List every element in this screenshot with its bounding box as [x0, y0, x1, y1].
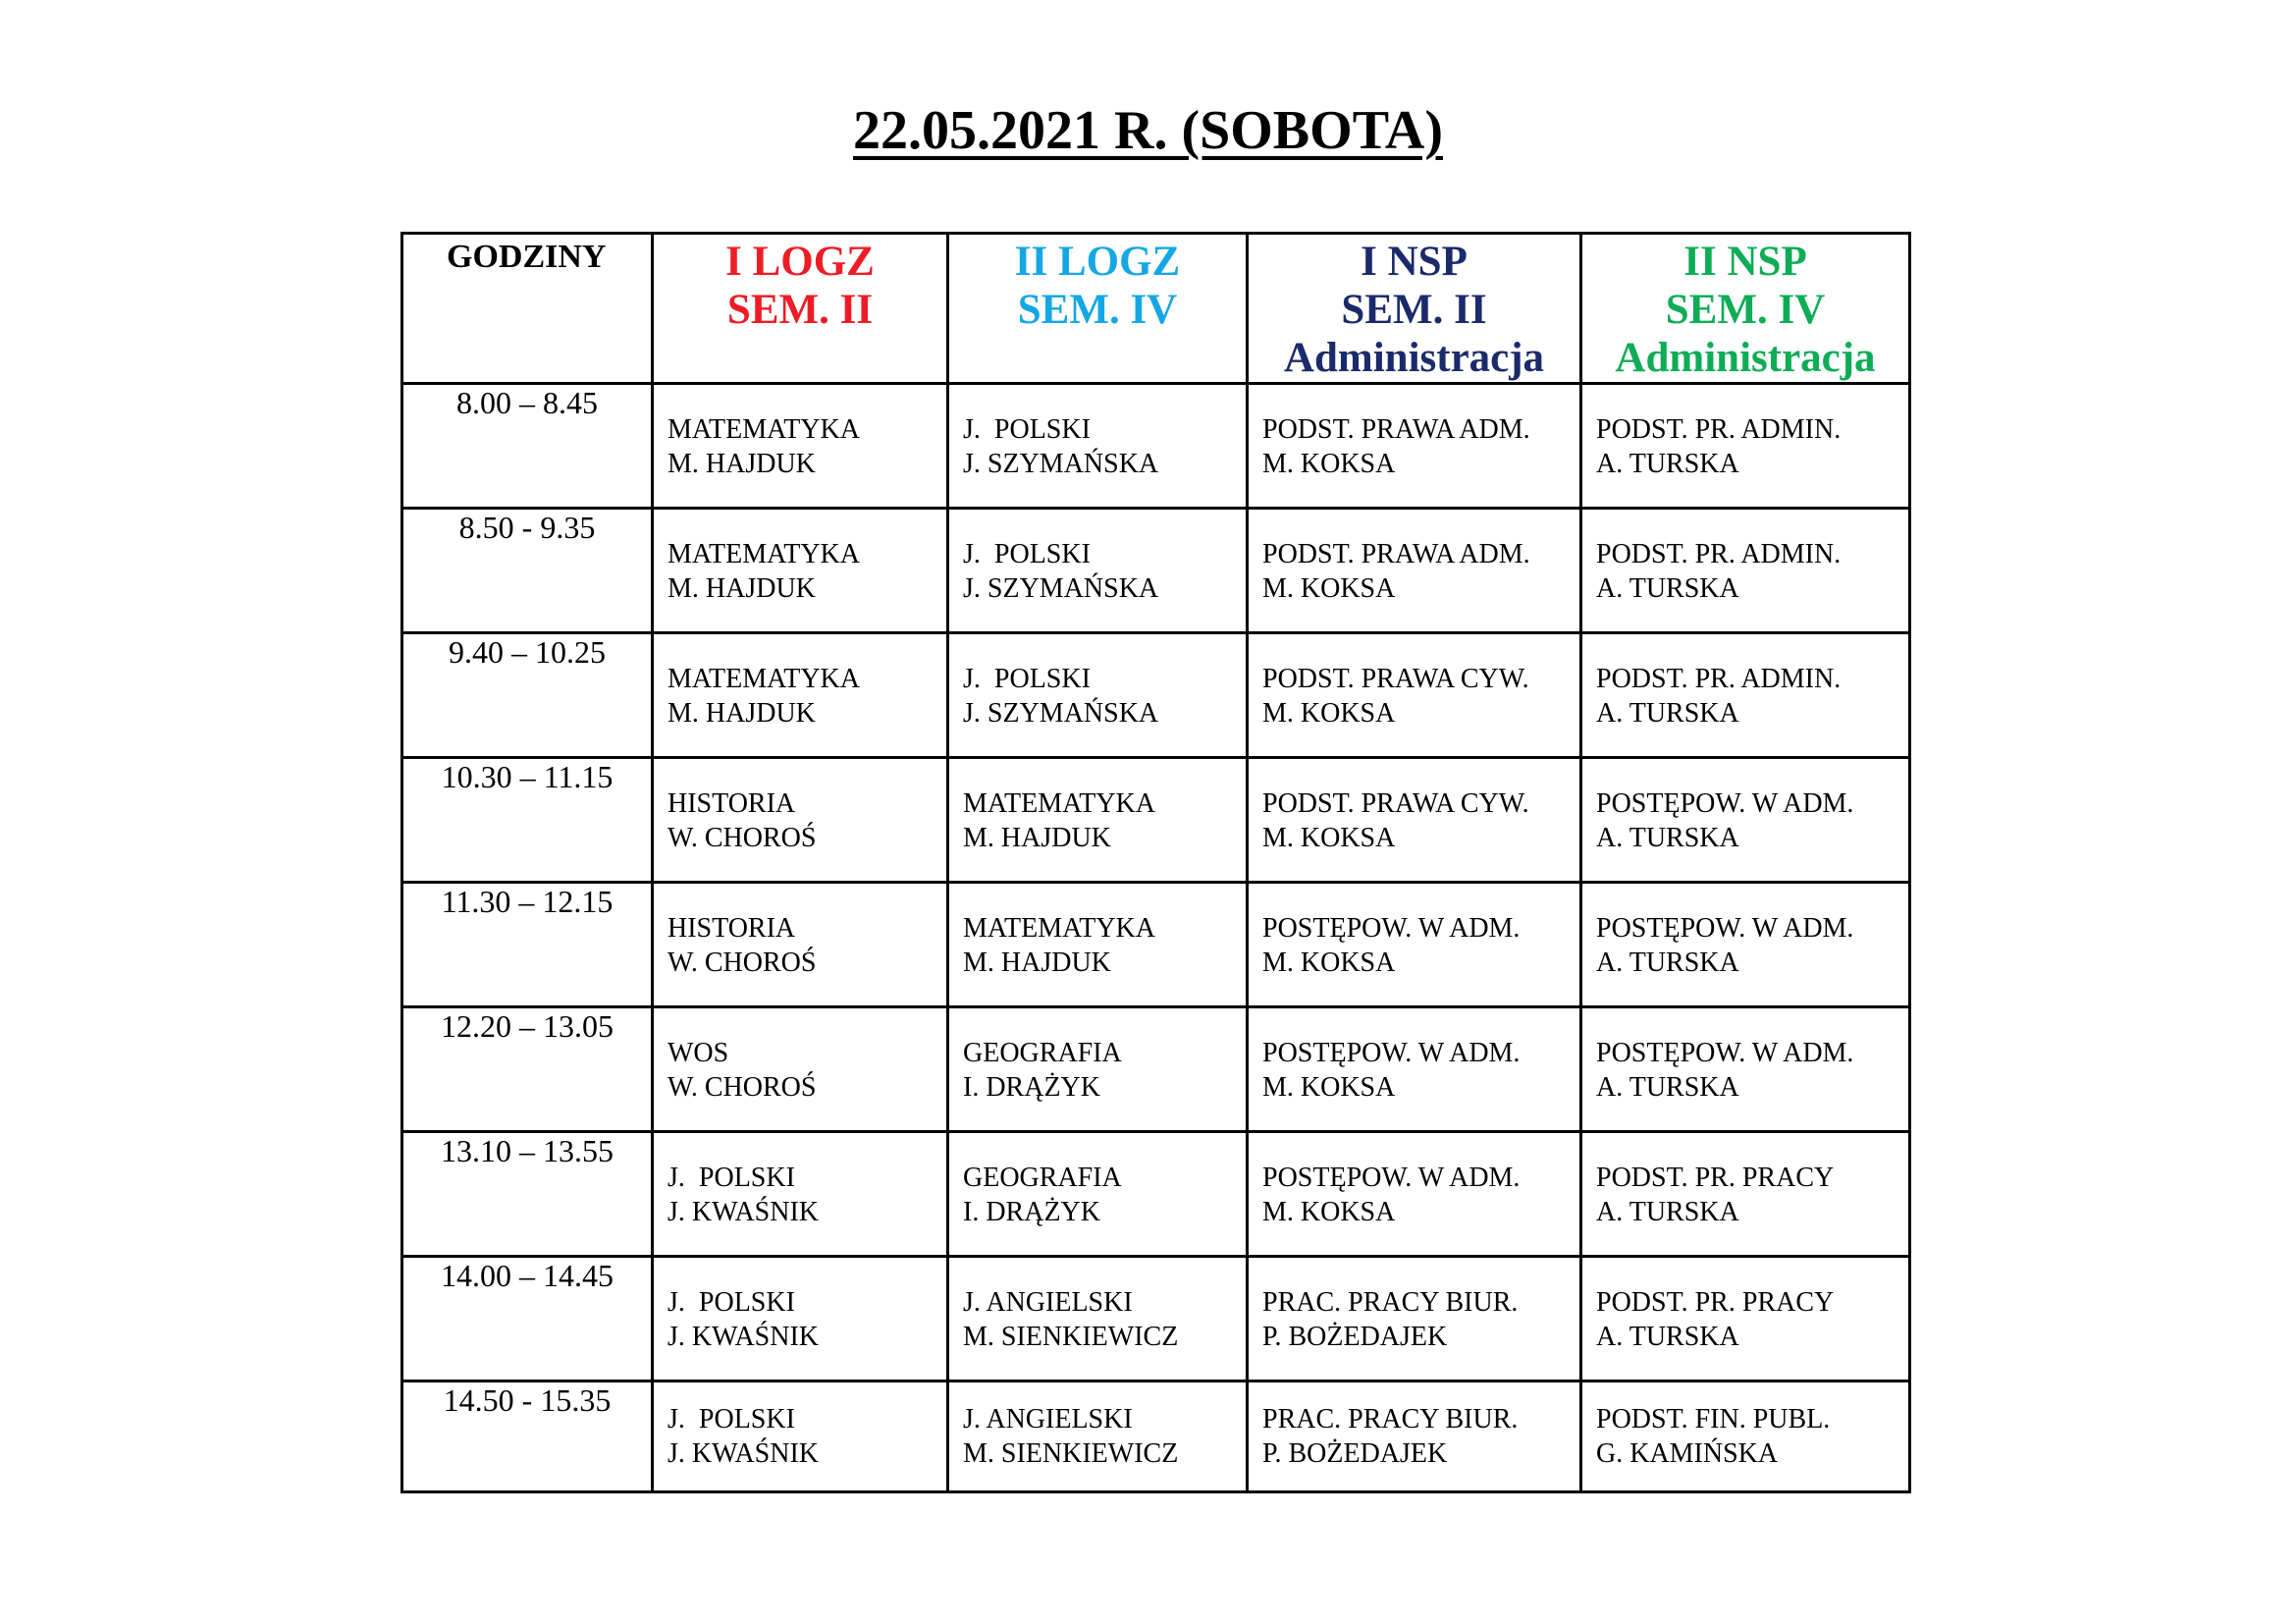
lesson-subject: WOS [667, 1038, 729, 1068]
lesson-subject: POSTĘPOW. W ADM. [1262, 1163, 1521, 1193]
lesson-subject: PRAC. PRACY BIUR. [1262, 1287, 1519, 1318]
table-row [402, 1257, 1910, 1381]
lesson-teacher: M. SIENKIEWICZ [963, 1438, 1179, 1469]
lesson-teacher: M. HAJDUK [667, 698, 816, 729]
lesson-subject: HISTORIA [667, 913, 796, 944]
lesson-teacher: W. CHOROŚ [667, 823, 817, 853]
lesson-teacher: M. KOKSA [1262, 823, 1396, 853]
header-group-4-name: II NSP [1683, 239, 1807, 285]
table-row [402, 509, 1910, 633]
lesson-subject: PRAC. PRACY BIUR. [1262, 1404, 1519, 1435]
lesson-cell [653, 384, 948, 509]
header-group-2 [948, 234, 1248, 384]
lesson-subject: MATEMATYKA [667, 664, 860, 694]
lesson-subject: PODST. PRAWA ADM. [1262, 539, 1530, 569]
lesson-subject: HISTORIA [667, 788, 796, 819]
lesson-cell [948, 1132, 1248, 1257]
lesson-subject: PODST. PRAWA ADM. [1262, 414, 1530, 445]
time-slot: 14.50 - 15.35 [402, 1381, 653, 1492]
lesson-teacher: A. TURSKA [1596, 823, 1739, 853]
lesson-teacher: M. KOKSA [1262, 449, 1396, 479]
header-group-3-name: I NSP [1361, 239, 1468, 285]
lesson-subject: PODST. FIN. PUBL. [1596, 1404, 1831, 1435]
lesson-subject: J. POLSKI [963, 414, 1091, 445]
table-row [402, 1007, 1910, 1132]
lesson-subject: PODST. PR. ADMIN. [1596, 664, 1842, 694]
lesson-teacher: M. HAJDUK [963, 823, 1111, 853]
lesson-teacher: M. KOKSA [1262, 573, 1396, 604]
lesson-cell [1248, 758, 1581, 883]
time-slot: 14.00 – 14.45 [402, 1257, 653, 1381]
table-row [402, 883, 1910, 1007]
table-row [402, 758, 1910, 883]
header-group-2-semester: SEM. IV [1017, 287, 1178, 333]
lesson-cell [948, 758, 1248, 883]
lesson-cell [1248, 1132, 1581, 1257]
header-group-3 [1248, 234, 1581, 384]
lesson-teacher: M. KOKSA [1262, 947, 1396, 978]
header-time: GODZINY [402, 234, 653, 384]
lesson-subject: J. POLSKI [963, 539, 1091, 569]
lesson-subject: POSTĘPOW. W ADM. [1596, 913, 1854, 944]
lesson-teacher: I. DRĄŻYK [963, 1197, 1100, 1227]
lesson-subject: PODST. PRAWA CYW. [1262, 788, 1529, 819]
lesson-teacher: A. TURSKA [1596, 1072, 1739, 1103]
lesson-cell [653, 633, 948, 758]
lesson-teacher: P. BOŻEDAJEK [1262, 1438, 1448, 1469]
lesson-cell [1581, 1257, 1910, 1381]
lesson-cell [653, 1132, 948, 1257]
lesson-cell [1248, 509, 1581, 633]
lesson-cell [653, 883, 948, 1007]
lesson-cell [653, 758, 948, 883]
lesson-teacher: P. BOŻEDAJEK [1262, 1322, 1448, 1352]
lesson-cell [1248, 384, 1581, 509]
lesson-teacher: G. KAMIŃSKA [1596, 1438, 1779, 1469]
header-group-2-name: II LOGZ [1014, 239, 1181, 285]
lesson-cell [948, 633, 1248, 758]
lesson-cell [948, 1381, 1248, 1492]
table-row [402, 384, 1910, 509]
lesson-teacher: A. TURSKA [1596, 1197, 1739, 1227]
lesson-cell [1581, 883, 1910, 1007]
schedule-body [402, 384, 1910, 1492]
header-group-1-name: I LOGZ [725, 239, 875, 285]
lesson-teacher: J. SZYMAŃSKA [963, 449, 1159, 479]
lesson-subject: MATEMATYKA [963, 913, 1155, 944]
schedule-table [400, 232, 1911, 1493]
lesson-subject: MATEMATYKA [963, 788, 1155, 819]
time-slot: 11.30 – 12.15 [402, 883, 653, 1007]
lesson-teacher: I. DRĄŻYK [963, 1072, 1100, 1103]
lesson-subject: PODST. PR. ADMIN. [1596, 539, 1842, 569]
table-row [402, 633, 1910, 758]
lesson-teacher: M. KOKSA [1262, 1197, 1396, 1227]
header-group-3-specialty: Administracja [1283, 335, 1545, 381]
lesson-teacher: W. CHOROŚ [667, 947, 817, 978]
lesson-subject: POSTĘPOW. W ADM. [1262, 913, 1521, 944]
time-slot: 8.50 - 9.35 [402, 509, 653, 633]
lesson-teacher: A. TURSKA [1596, 573, 1739, 604]
lesson-teacher: W. CHOROŚ [667, 1072, 817, 1103]
header-group-3-semester: SEM. II [1341, 287, 1487, 333]
lesson-cell [1581, 1381, 1910, 1492]
header-group-1-semester: SEM. II [726, 287, 874, 333]
time-slot: 10.30 – 11.15 [402, 758, 653, 883]
lesson-teacher: M. HAJDUK [667, 449, 816, 479]
lesson-teacher: J. KWAŚNIK [667, 1197, 819, 1227]
time-slot: 13.10 – 13.55 [402, 1132, 653, 1257]
lesson-teacher: J. SZYMAŃSKA [963, 573, 1159, 604]
lesson-teacher: M. SIENKIEWICZ [963, 1322, 1179, 1352]
lesson-cell [948, 1007, 1248, 1132]
time-slot: 8.00 – 8.45 [402, 384, 653, 509]
lesson-cell [1581, 509, 1910, 633]
lesson-cell [1581, 384, 1910, 509]
lesson-cell [1581, 758, 1910, 883]
time-slot: 12.20 – 13.05 [402, 1007, 653, 1132]
lesson-subject: MATEMATYKA [667, 414, 860, 445]
lesson-teacher: A. TURSKA [1596, 449, 1739, 479]
lesson-subject: PODST. PR. PRACY [1596, 1163, 1835, 1193]
lesson-subject: PODST. PRAWA CYW. [1262, 664, 1529, 694]
lesson-cell [948, 1257, 1248, 1381]
lesson-teacher: M. HAJDUK [963, 947, 1111, 978]
lesson-cell [1581, 633, 1910, 758]
lesson-subject: GEOGRAFIA [963, 1163, 1122, 1193]
lesson-subject: J. ANGIELSKI [963, 1404, 1133, 1435]
lesson-cell [948, 883, 1248, 1007]
lesson-teacher: M. HAJDUK [667, 573, 816, 604]
lesson-cell [653, 509, 948, 633]
lesson-subject: J. POLSKI [963, 664, 1091, 694]
lesson-subject: POSTĘPOW. W ADM. [1596, 788, 1854, 819]
lesson-cell [1581, 1007, 1910, 1132]
header-group-4-specialty: Administracja [1615, 335, 1876, 381]
header-group-4 [1581, 234, 1910, 384]
lesson-subject: J. POLSKI [667, 1404, 795, 1435]
lesson-teacher: J. KWAŚNIK [667, 1322, 819, 1352]
lesson-teacher: J. SZYMAŃSKA [963, 698, 1159, 729]
lesson-cell [1248, 633, 1581, 758]
lesson-cell [1248, 1257, 1581, 1381]
table-row [402, 1381, 1910, 1492]
lesson-cell [948, 384, 1248, 509]
lesson-cell [653, 1257, 948, 1381]
lesson-cell [653, 1007, 948, 1132]
lesson-teacher: M. KOKSA [1262, 698, 1396, 729]
table-row [402, 1132, 1910, 1257]
lesson-cell [948, 509, 1248, 633]
lesson-subject: J. POLSKI [667, 1163, 795, 1193]
lesson-teacher: A. TURSKA [1596, 947, 1739, 978]
lesson-subject: POSTĘPOW. W ADM. [1596, 1038, 1854, 1068]
header-group-1 [653, 234, 948, 384]
lesson-cell [1248, 1381, 1581, 1492]
lesson-subject: PODST. PR. ADMIN. [1596, 414, 1842, 445]
header-row [402, 234, 1910, 384]
time-slot: 9.40 – 10.25 [402, 633, 653, 758]
lesson-teacher: J. KWAŚNIK [667, 1438, 819, 1469]
lesson-teacher: A. TURSKA [1596, 698, 1739, 729]
lesson-subject: POSTĘPOW. W ADM. [1262, 1038, 1521, 1068]
lesson-teacher: M. KOKSA [1262, 1072, 1396, 1103]
lesson-subject: MATEMATYKA [667, 539, 860, 569]
lesson-subject: J. POLSKI [667, 1287, 795, 1318]
lesson-cell [1581, 1132, 1910, 1257]
header-group-4-semester: SEM. IV [1665, 287, 1826, 333]
lesson-cell [1248, 1007, 1581, 1132]
lesson-subject: J. ANGIELSKI [963, 1287, 1133, 1318]
lesson-cell [653, 1381, 948, 1492]
page-title: 22.05.2021 R. (SOBOTA) [853, 100, 1443, 161]
lesson-subject: GEOGRAFIA [963, 1038, 1122, 1068]
lesson-cell [1248, 883, 1581, 1007]
lesson-subject: PODST. PR. PRACY [1596, 1287, 1835, 1318]
lesson-teacher: A. TURSKA [1596, 1322, 1739, 1352]
